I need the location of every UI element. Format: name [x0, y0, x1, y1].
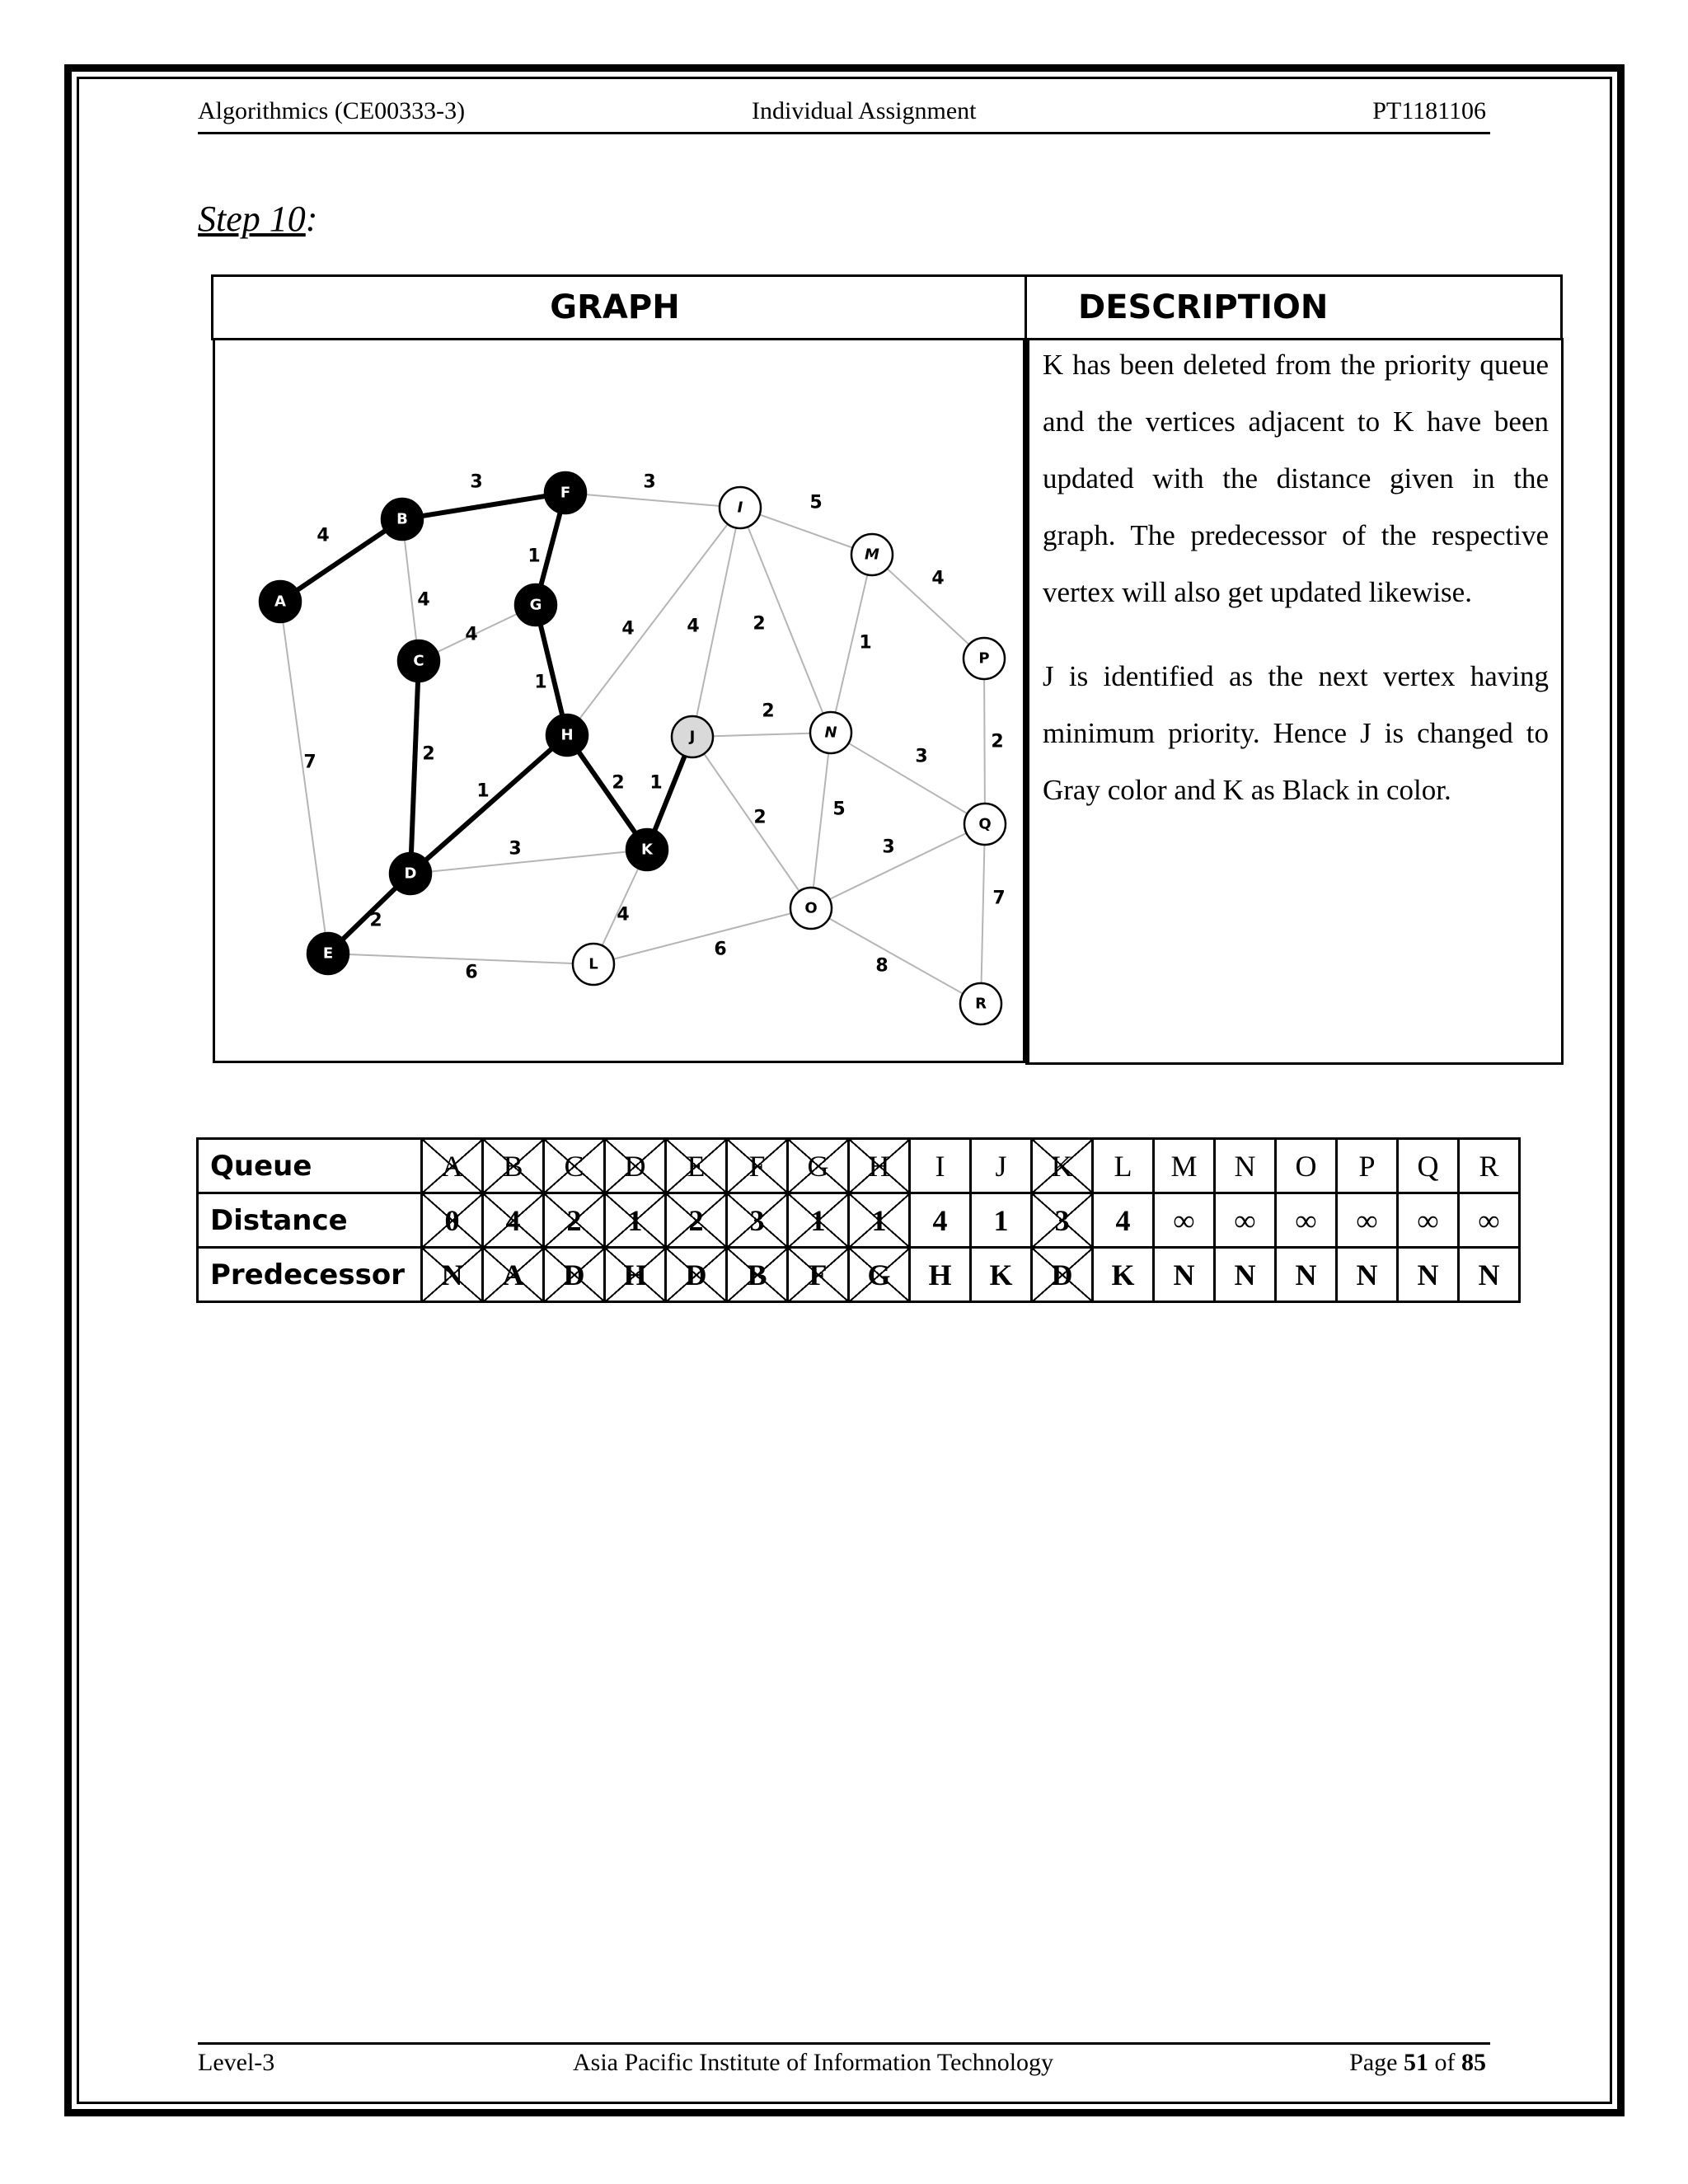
node-i: [720, 487, 761, 528]
edge-weight-e-l: 6: [465, 962, 478, 983]
graph-diagram: [213, 338, 1025, 1063]
distance-cell: ∞: [1459, 1193, 1520, 1248]
queue-cell: M: [1154, 1139, 1215, 1193]
node-label: O: [804, 899, 818, 917]
footer-page-of: of: [1434, 2049, 1456, 2076]
distance-cell: ∞: [1398, 1193, 1459, 1248]
queue-cell: E: [666, 1139, 727, 1193]
edge-c-d: [410, 661, 419, 874]
distance-cell: 1: [971, 1193, 1032, 1248]
row-label-queue: Queue: [198, 1139, 422, 1193]
graph-column-header: [211, 274, 1027, 340]
edge-p-q: [984, 658, 985, 824]
queue-cell: O: [1276, 1139, 1337, 1193]
edge-weight-b-c: 4: [417, 589, 430, 611]
node-e: [307, 933, 349, 974]
predecessor-cell: D: [544, 1248, 605, 1302]
node-label: F: [560, 484, 571, 502]
node-h: [546, 715, 588, 756]
edge-weight-o-r: 8: [875, 955, 889, 977]
edge-n-q: [831, 733, 985, 824]
node-label: A: [274, 593, 286, 611]
edge-o-r: [811, 908, 981, 1004]
edge-e-l: [328, 954, 593, 964]
description-column-header: [1025, 274, 1563, 340]
edge-weight-i-m: 5: [809, 492, 823, 513]
predecessor-cell: H: [910, 1248, 971, 1302]
edge-weight-k-l: 4: [617, 904, 630, 926]
edge-weight-g-h: 1: [534, 672, 547, 693]
edge-weight-f-g: 1: [528, 546, 541, 567]
footer-page-total: 85: [1461, 2049, 1486, 2076]
edge-a-b: [280, 519, 402, 602]
edge-weight-d-e: 2: [369, 910, 382, 931]
graph-header-text: GRAPH: [550, 288, 680, 326]
node-r: [960, 983, 1001, 1024]
edge-weight-o-q: 3: [882, 837, 895, 858]
queue-cell: L: [1093, 1139, 1154, 1193]
node-j: [672, 716, 713, 757]
predecessor-cell: D: [666, 1248, 727, 1302]
predecessor-row: [198, 1248, 1520, 1302]
node-label: I: [737, 499, 743, 517]
node-d: [390, 853, 431, 894]
predecessor-cell: A: [483, 1248, 544, 1302]
queue-cell: B: [483, 1139, 544, 1193]
predecessor-cell: B: [727, 1248, 788, 1302]
distance-cell: 3: [1032, 1193, 1093, 1248]
predecessor-cell: F: [788, 1248, 849, 1302]
edge-j-o: [692, 737, 811, 908]
footer-page-prefix: Page: [1349, 2049, 1398, 2076]
distance-cell: 1: [849, 1193, 910, 1248]
predecessor-cell: N: [422, 1248, 483, 1302]
footer-page: [1349, 2049, 1486, 2077]
distance-cell: 4: [910, 1193, 971, 1248]
node-label: B: [396, 510, 408, 528]
footer-institute: Asia Pacific Institute of Information Technology: [573, 2049, 1054, 2076]
distance-cell: 4: [1093, 1193, 1154, 1248]
step-label: Step 10: [198, 199, 306, 239]
queue-cell: D: [605, 1139, 666, 1193]
distance-cell: ∞: [1276, 1193, 1337, 1248]
edge-b-f: [402, 493, 565, 519]
queue-cell: C: [544, 1139, 605, 1193]
distance-cell: 0: [422, 1193, 483, 1248]
predecessor-cell: H: [605, 1248, 666, 1302]
predecessor-cell: N: [1276, 1248, 1337, 1302]
step-colon: :: [305, 199, 318, 239]
predecessor-cell: K: [971, 1248, 1032, 1302]
node-a: [260, 581, 301, 622]
distance-cell: ∞: [1154, 1193, 1215, 1248]
description-paragraph-2: J is identified as the next vertex having minimum priority. Hence J is changed to Gray color and K as Black in color.: [1043, 660, 1549, 806]
edge-weight-m-n: 1: [859, 632, 872, 654]
footer-rule: [198, 2042, 1490, 2045]
header-rule: [198, 132, 1490, 134]
edge-q-r: [981, 824, 985, 1004]
edge-i-h: [567, 508, 740, 735]
queue-cell: K: [1032, 1139, 1093, 1193]
queue-cell: F: [727, 1139, 788, 1193]
node-label: P: [978, 649, 990, 668]
node-l: [573, 944, 614, 985]
edge-weight-m-p: 4: [931, 568, 945, 589]
node-label: N: [824, 724, 837, 742]
edge-weight-h-k: 2: [612, 772, 625, 794]
edge-o-q: [811, 824, 985, 908]
row-label-distance: Distance: [198, 1193, 422, 1248]
edge-a-e: [280, 602, 328, 954]
predecessor-cell: K: [1093, 1248, 1154, 1302]
node-label: D: [404, 865, 417, 883]
edge-weight-n-q: 3: [915, 746, 928, 767]
distance-row: [198, 1193, 1520, 1248]
node-f: [545, 472, 586, 513]
queue-row: [198, 1139, 1520, 1193]
node-label: H: [560, 726, 574, 744]
edge-weight-k-j: 1: [649, 772, 663, 794]
edge-n-o: [811, 733, 831, 908]
queue-cell: N: [1215, 1139, 1276, 1193]
edge-i-j: [692, 508, 740, 737]
queue-cell: R: [1459, 1139, 1520, 1193]
node-label: L: [588, 955, 598, 973]
footer-page-number: 51: [1404, 2049, 1428, 2076]
distance-cell: 3: [727, 1193, 788, 1248]
node-label: K: [641, 841, 653, 859]
node-label: G: [529, 596, 542, 614]
edge-weight-q-r: 7: [992, 888, 1006, 909]
node-n: [810, 712, 851, 753]
predecessor-cell: N: [1398, 1248, 1459, 1302]
edge-weight-f-i: 3: [643, 471, 656, 493]
distance-cell: ∞: [1337, 1193, 1398, 1248]
node-label: M: [865, 546, 879, 564]
edge-weight-c-g: 4: [465, 624, 478, 645]
distance-cell: 2: [666, 1193, 727, 1248]
node-m: [851, 534, 893, 575]
node-k: [626, 829, 668, 870]
distance-cell: 1: [605, 1193, 666, 1248]
edge-weight-a-e: 7: [303, 752, 316, 773]
distance-cell: 1: [788, 1193, 849, 1248]
node-c: [398, 640, 439, 682]
predecessor-cell: N: [1215, 1248, 1276, 1302]
row-label-predecessor: Predecessor: [198, 1248, 422, 1302]
queue-cell: I: [910, 1139, 971, 1193]
node-label: E: [322, 944, 334, 963]
edge-weight-i-j: 4: [687, 616, 700, 637]
distance-cell: ∞: [1215, 1193, 1276, 1248]
node-label: J: [689, 728, 696, 746]
edge-weight-j-n: 2: [762, 701, 775, 722]
distance-cell: 2: [544, 1193, 605, 1248]
node-label: R: [975, 995, 987, 1013]
queue-cell: G: [788, 1139, 849, 1193]
edge-weight-l-o: 6: [714, 939, 727, 960]
edge-weight-j-o: 2: [753, 807, 767, 828]
predecessor-cell: N: [1337, 1248, 1398, 1302]
node-p: [964, 638, 1005, 679]
queue-cell: Q: [1398, 1139, 1459, 1193]
queue-cell: P: [1337, 1139, 1398, 1193]
edge-weight-d-k: 3: [509, 838, 522, 860]
node-b: [382, 499, 423, 540]
edge-weight-b-f: 3: [470, 471, 483, 493]
description-header-text: DESCRIPTION: [1078, 288, 1329, 326]
description-text: [1043, 336, 1549, 846]
step-heading: [198, 198, 317, 240]
edge-weight-i-n: 2: [753, 613, 766, 635]
node-g: [515, 584, 556, 626]
edge-d-k: [410, 850, 647, 874]
node-q: [964, 804, 1006, 845]
header-title: Individual Assignment: [752, 97, 977, 124]
edge-weight-c-d: 2: [422, 743, 435, 765]
edge-f-i: [565, 493, 740, 508]
edge-weight-n-o: 5: [832, 799, 846, 820]
header-course: Algorithmics (CE00333-3): [198, 97, 466, 124]
node-o: [790, 888, 832, 929]
node-label: Q: [978, 815, 992, 833]
priority-queue-table: [196, 1137, 1521, 1303]
predecessor-cell: D: [1032, 1248, 1093, 1302]
edge-weight-h-d: 1: [476, 780, 490, 802]
edge-weight-a-b: 4: [316, 525, 330, 546]
distance-cell: 4: [483, 1193, 544, 1248]
predecessor-cell: N: [1459, 1248, 1520, 1302]
footer-level: Level-3: [198, 2049, 275, 2076]
queue-cell: A: [422, 1139, 483, 1193]
predecessor-cell: N: [1154, 1248, 1215, 1302]
description-paragraph-1: K has been deleted from the priority queue and the vertices adjacent to K have been updated with the distance given in the graph. The predecessor of the respective vertex will also get updated likewise.: [1043, 349, 1549, 608]
edge-weight-i-h: 4: [621, 618, 635, 640]
edge-m-p: [872, 555, 984, 658]
queue-cell: H: [849, 1139, 910, 1193]
header-id: PT1181106: [1372, 97, 1486, 124]
predecessor-cell: G: [849, 1248, 910, 1302]
edge-weight-p-q: 2: [991, 731, 1004, 752]
node-label: C: [413, 652, 424, 670]
queue-cell: J: [971, 1139, 1032, 1193]
